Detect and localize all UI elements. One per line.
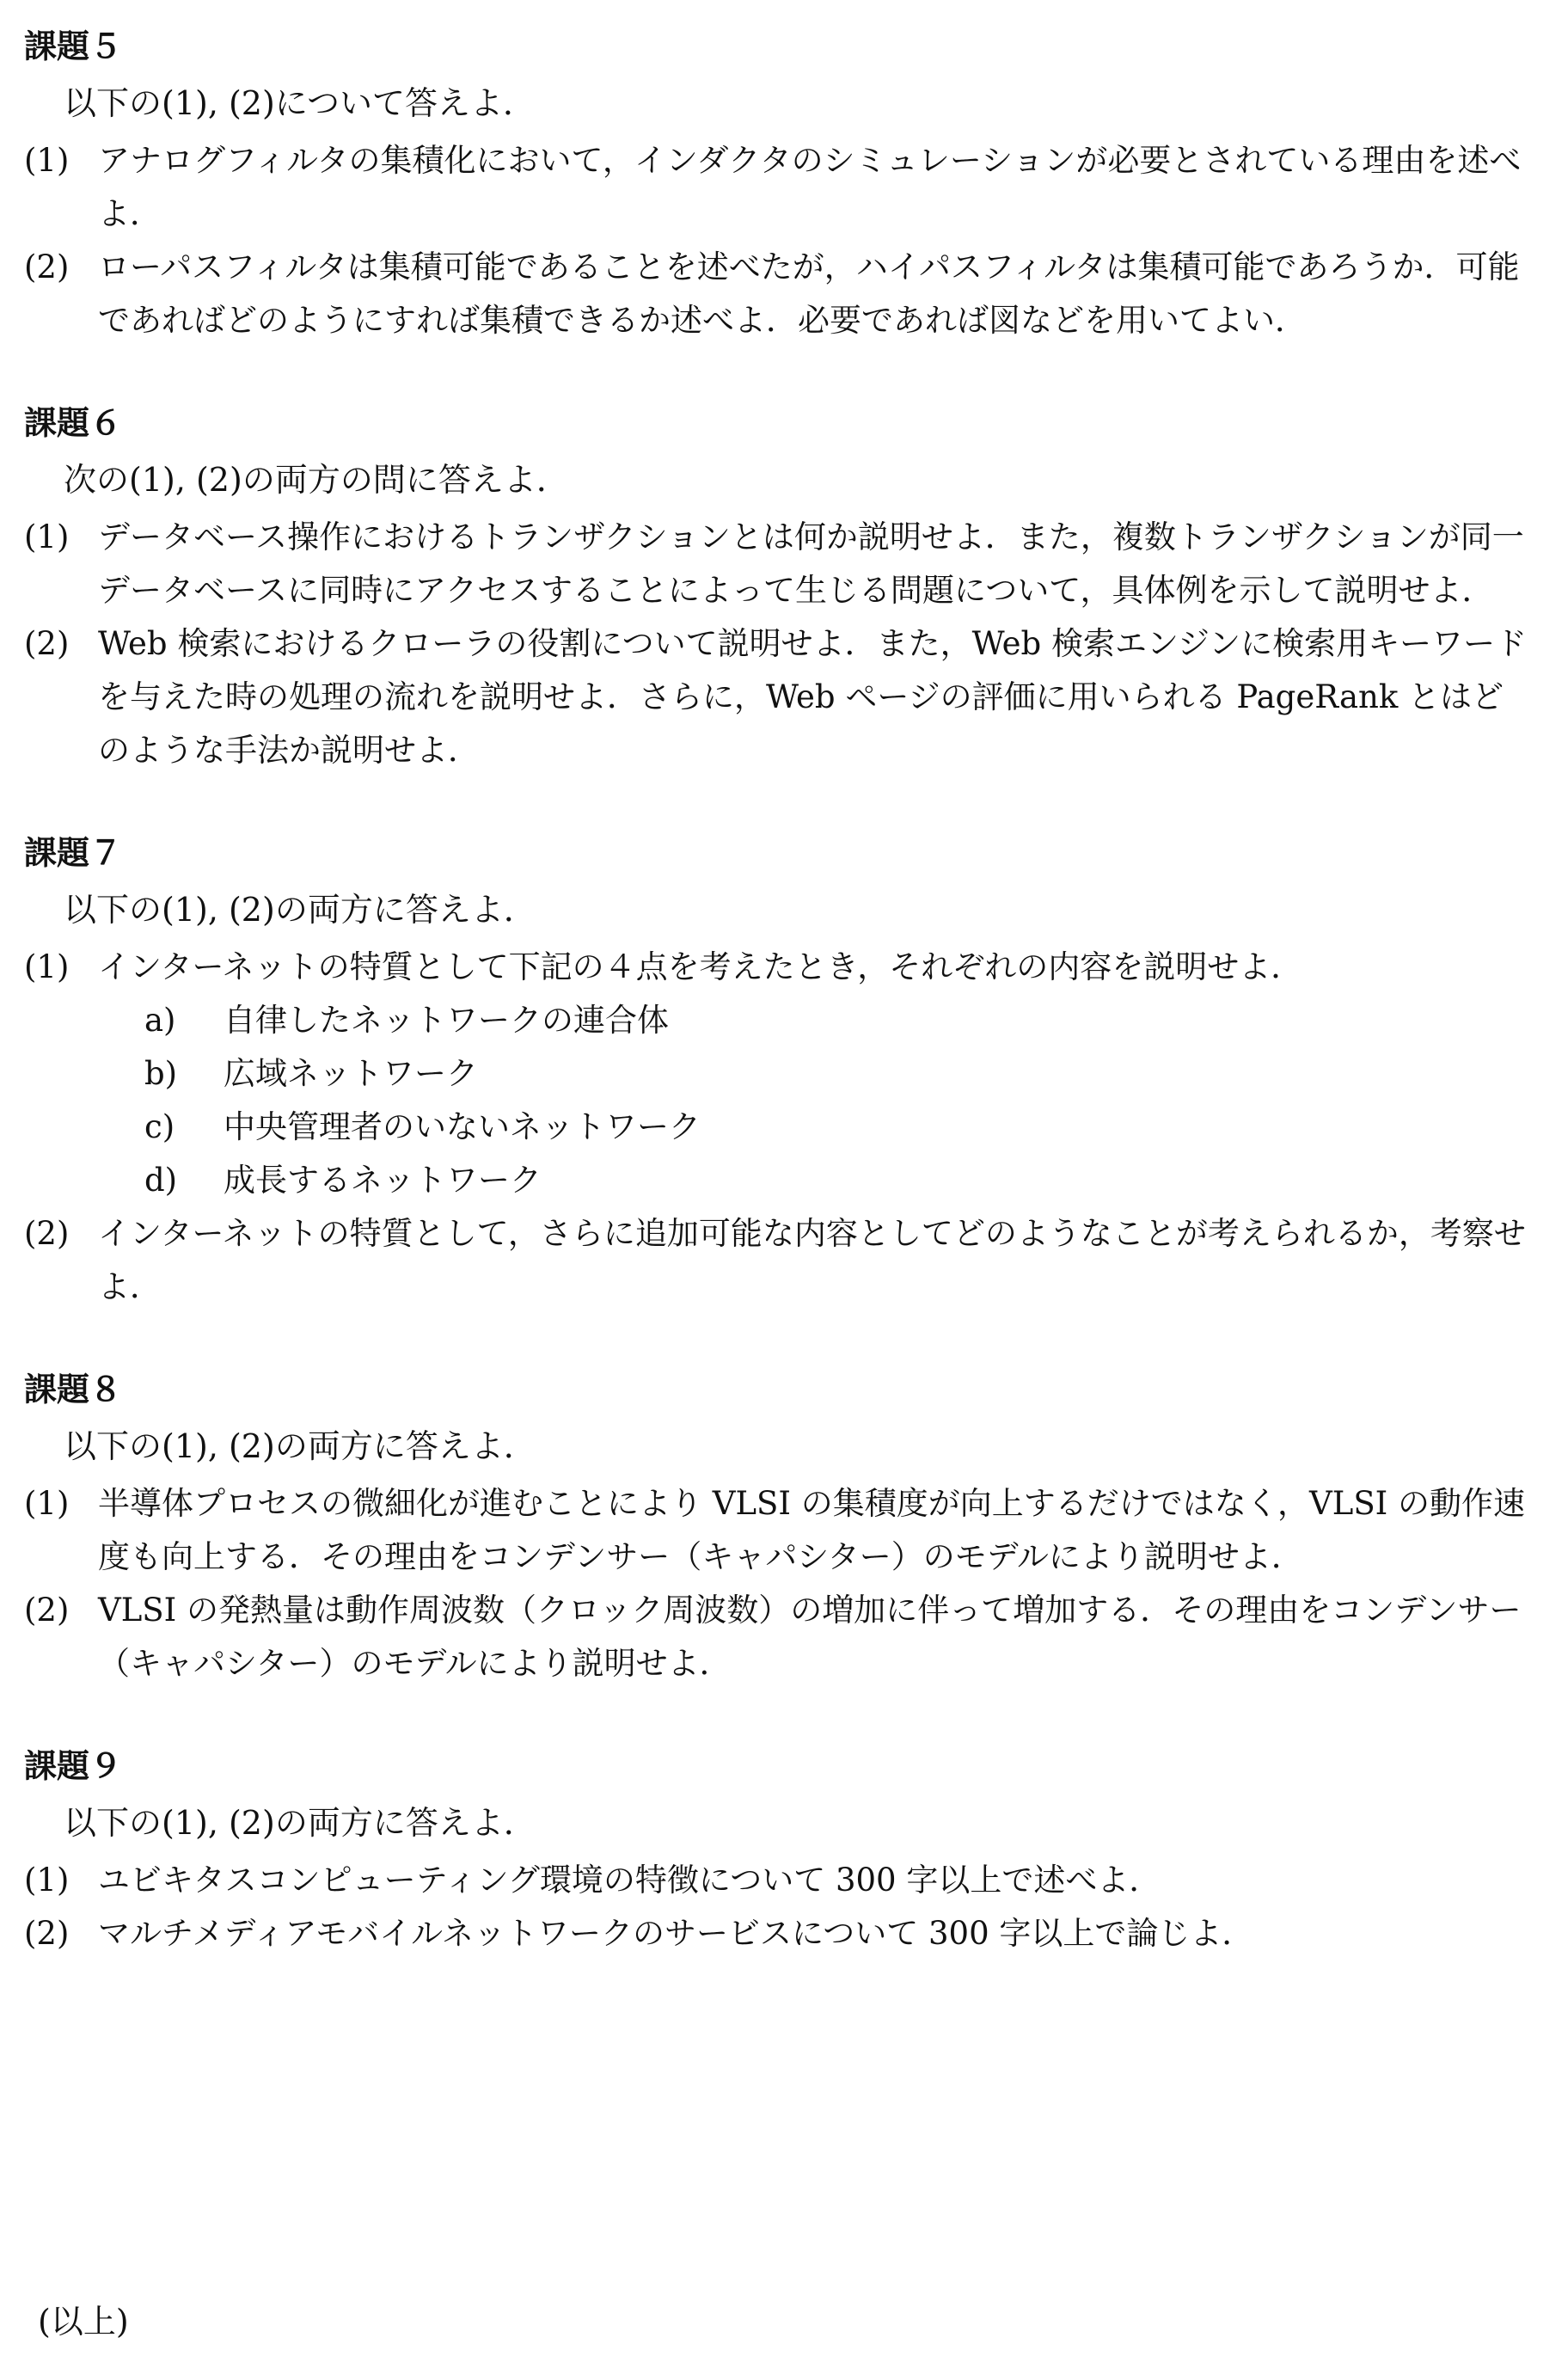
closing-note: (以上) <box>38 2303 129 2340</box>
section-kadai-8 <box>24 1365 1534 1690</box>
sub-item-text: 自律したネットワークの連合体 <box>224 1002 669 1039</box>
sub-item <box>144 1154 1534 1207</box>
section-title: 課題８ <box>24 1371 123 1408</box>
section-intro: 以下の(1), (2)の両方に答えよ． <box>64 891 536 929</box>
question-text: マルチメディアモバイルネットワークのサービスについて 300 字以上で論じよ． <box>98 1915 1254 1952</box>
sub-item-letter: a) <box>144 1002 176 1039</box>
question-number: (2) <box>24 1592 70 1629</box>
question-number: (2) <box>24 1915 70 1952</box>
question-item <box>24 1477 1534 1584</box>
question-item <box>24 511 1534 617</box>
question-number: (2) <box>24 248 70 285</box>
question-text: インターネットの特質として，さらに追加可能な内容としてどのようなことが考えられるか，考察せよ． <box>98 1215 1526 1305</box>
sub-item <box>144 1101 1534 1154</box>
section-kadai-6 <box>24 399 1534 777</box>
section-title: 課題７ <box>24 834 123 872</box>
question-item <box>24 1854 1534 1907</box>
section-title: 課題６ <box>24 404 123 442</box>
sub-item-text: 広域ネットワーク <box>224 1055 478 1092</box>
question-item <box>24 1207 1534 1314</box>
sub-item-letter: c) <box>144 1108 175 1145</box>
question-text: アナログフィルタの集積化において，インダクタのシミュレーションが必要とされている理由を述べよ． <box>98 142 1522 232</box>
sub-item-text: 中央管理者のいないネットワーク <box>224 1108 701 1145</box>
question-item <box>24 941 1534 994</box>
question-text: インターネットの特質として下記の４点を考えたとき，それぞれの内容を説明せよ． <box>98 948 1303 985</box>
section-intro: 以下の(1), (2)の両方に答えよ． <box>64 1804 536 1842</box>
question-number: (1) <box>24 948 70 985</box>
question-number: (2) <box>24 1215 70 1252</box>
question-number: (1) <box>24 518 70 555</box>
question-number: (2) <box>24 625 70 662</box>
question-text: ローパスフィルタは集積可能であることを述べたが，ハイパスフィルタは集積可能であろうか．可能であればどのようにすれば集積できるか述べよ．必要であれば図などを用いてよい． <box>98 248 1520 339</box>
question-text: 半導体プロセスの微細化が進むことにより VLSI の集積度が向上するだけではなく，VLSI の動作速度も向上する．その理由をコンデンサー（キャパシター）のモデルにより説明せよ． <box>98 1485 1526 1575</box>
section-kadai-7 <box>24 829 1534 1314</box>
question-item <box>24 1584 1534 1690</box>
question-item <box>24 1907 1534 1960</box>
section-title: 課題５ <box>24 28 123 65</box>
question-item <box>24 617 1534 777</box>
section-intro: 以下の(1), (2)の両方に答えよ． <box>64 1427 536 1465</box>
sub-item-letter: b) <box>144 1055 178 1092</box>
question-item <box>24 241 1534 347</box>
section-title: 課題９ <box>24 1747 123 1785</box>
question-text: VLSI の発熱量は動作周波数（クロック周波数）の増加に伴って増加する．その理由をコンデンサー（キャパシター）のモデルにより説明せよ． <box>98 1592 1522 1682</box>
section-intro: 以下の(1), (2)について答えよ． <box>64 84 536 122</box>
question-item <box>24 134 1534 241</box>
question-number: (1) <box>24 142 70 179</box>
question-number: (1) <box>24 1485 70 1522</box>
sub-item-text: 成長するネットワーク <box>224 1162 542 1199</box>
question-text: ユビキタスコンピューティング環境の特徴について 300 字以上で述べよ． <box>98 1862 1161 1899</box>
section-intro: 次の(1), (2)の両方の問に答えよ． <box>64 461 569 499</box>
question-number: (1) <box>24 1862 70 1899</box>
sub-item-letter: d) <box>144 1162 178 1199</box>
section-kadai-9 <box>24 1742 1534 1960</box>
question-text: Web 検索におけるクローラの役割について説明せよ．また，Web 検索エンジンに検索用キーワードを与えた時の処理の流れを説明せよ．さらに，Web ページの評価に用いられる PageRank とはどのような手法か説明せよ． <box>98 625 1528 769</box>
section-kadai-5 <box>24 22 1534 347</box>
sub-item <box>144 1047 1534 1101</box>
sub-item <box>144 994 1534 1047</box>
question-text: データベース操作におけるトランザクションとは何か説明せよ．また，複数トランザクションが同一データベースに同時にアクセスすることによって生じる問題について，具体例を示して説明せよ． <box>98 518 1524 609</box>
